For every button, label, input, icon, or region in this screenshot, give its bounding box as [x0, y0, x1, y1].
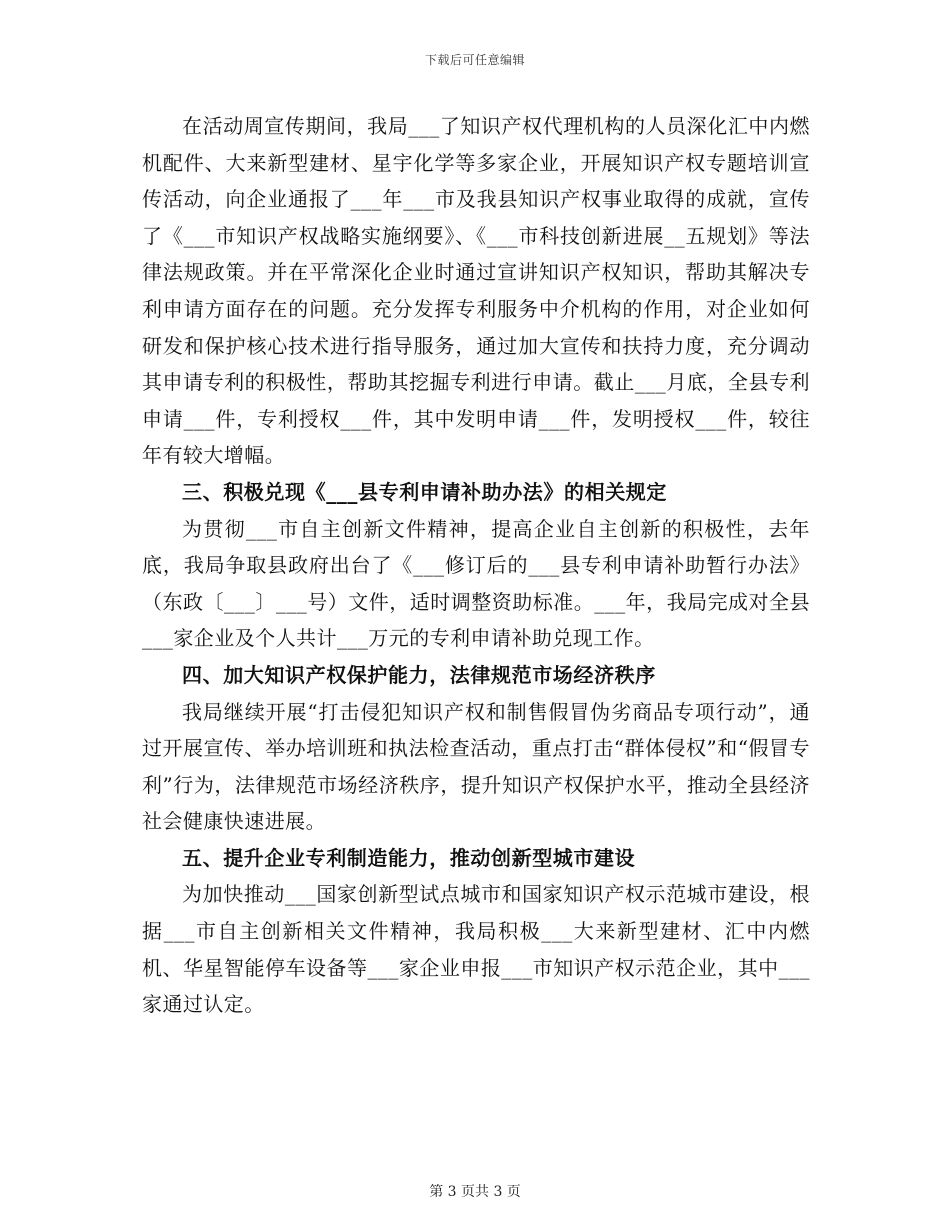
- paragraph-activity-week: 在活动周宣传期间，我局___了知识产权代理机构的人员深化汇中内燃机配件、大来新型建材、星宇化学等多家企业，开展知识产权专题培训宣传活动，向企业通报了___年___市及我县知识产权事业取得的成就，宣传了《___市知识产权战略实施纲要》、《___市科技创新进展__五规划》等法律法规政策。并在平常深化企业时通过宣讲知识产权知识，帮助其解决专利申请方面存在的问题。充分发挥专利服务中介机构的作用，对企业如何研发和保护核心技术进行指导服务，通过加大宣传和扶持力度，充分调动其申请专利的积极性，帮助其挖掘专利进行申请。截止___月底，全县专利申请___件，专利授权___件，其中发明申请___件，发明授权___件，较往年有较大增幅。: [142, 114, 810, 468]
- section-heading-5: 五、提升企业专利制造能力，推动创新型城市建设: [182, 845, 636, 870]
- page-footer: 第 3 页共 3 页: [429, 1184, 521, 1200]
- paragraph-patent-subsidy: 为贯彻___市自主创新文件精神，提高企业自主创新的积极性，去年底，我局争取县政府出台了《___修订后的___县专利申请补助暂行办法》（东政〔___〕___号）文件，适时调整资助标准。___年，我局完成对全县___家企业及个人共计___万元的专利申请补助兑现工作。: [142, 516, 810, 651]
- document-body: [142, 108, 810, 1023]
- paragraph-innovative-city: 为加快推动___国家创新型试点城市和国家知识产权示范城市建设，根据___市自主创新相关文件精神，我局积极___大来新型建材、汇中内燃机、华星智能停车设备等___家企业申报___市知识产权示范企业，其中___家通过认定。: [142, 882, 810, 1017]
- section-heading-3: 三、积极兑现《___县专利申请补助办法》的相关规定: [182, 479, 667, 504]
- page-header: 下载后可任意编辑: [424, 53, 525, 67]
- paragraph-ip-protection: 我局继续开展“打击侵犯知识产权和制售假冒伪劣商品专项行动”，通过开展宣传、举办培训班和执法检查活动，重点打击“群体侵权”和“假冒专利”行为，法律规范市场经济秩序，提升知识产权保护水平，推动全县经济社会健康快速进展。: [142, 699, 810, 834]
- section-heading-4: 四、加大知识产权保护能力，法律规范市场经济秩序: [182, 662, 656, 687]
